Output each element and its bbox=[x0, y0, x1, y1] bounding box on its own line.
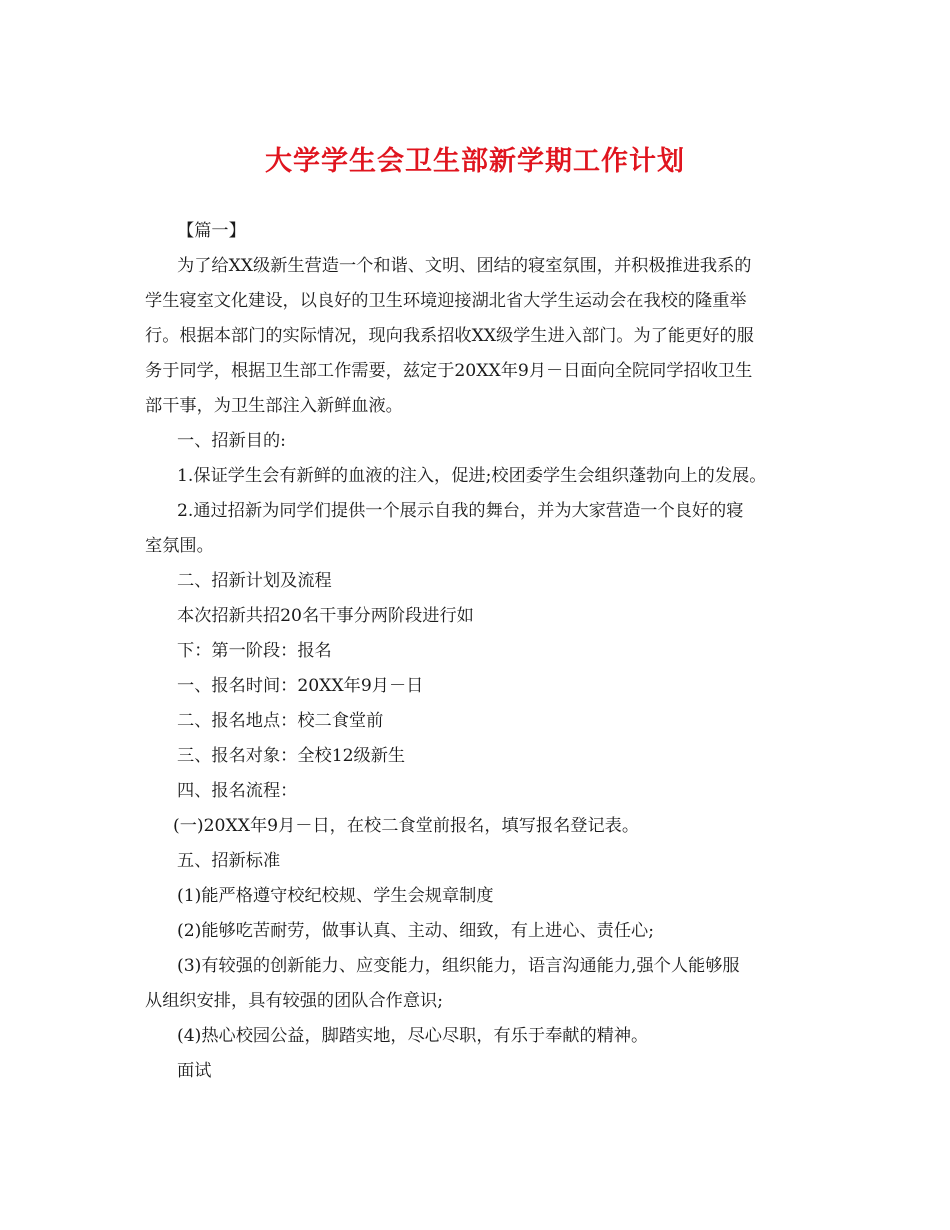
list-item: 四、报名流程： bbox=[177, 781, 298, 801]
section-heading: 面试 bbox=[177, 1061, 212, 1081]
paragraph-line: 务于同学，根据卫生部工作需要，兹定于20XX年9月－日面向全院同学招收卫生 bbox=[145, 361, 753, 381]
paragraph-line: 下：第一阶段：报名 bbox=[177, 641, 332, 661]
list-item: 2.通过招新为同学们提供一个展示自我的舞台，并为大家营造一个良好的寝 bbox=[177, 501, 744, 521]
list-item: 三、报名对象：全校12级新生 bbox=[177, 746, 406, 766]
list-item-continuation: 从组织安排，具有较强的团队合作意识; bbox=[145, 991, 443, 1011]
list-heading: 二、招新计划及流程 bbox=[177, 571, 332, 591]
paragraph-line: 学生寝室文化建设，以良好的卫生环境迎接湖北省大学生运动会在我校的隆重举 bbox=[145, 291, 747, 311]
paragraph-line: 部干事，为卫生部注入新鲜血液。 bbox=[145, 396, 403, 416]
list-heading: 五、招新标准 bbox=[177, 851, 281, 871]
list-item: 一、报名时间：20XX年9月－日 bbox=[177, 676, 424, 696]
list-item: 1.保证学生会有新鲜的血液的注入，促进;校团委学生会组织蓬勃向上的发展。 bbox=[177, 466, 767, 486]
paragraph-line: 行。根据本部门的实际情况，现向我系招收XX级学生进入部门。为了能更好的服 bbox=[145, 326, 754, 346]
paragraph-line: 本次招新共招20名干事分两阶段进行如 bbox=[177, 606, 474, 626]
list-item: (3)有较强的创新能力、应变能力，组织能力，语言沟通能力,强个人能够服 bbox=[177, 956, 740, 976]
list-item-continuation: 室氛围。 bbox=[145, 536, 214, 556]
section-heading: 【篇一】 bbox=[177, 221, 246, 241]
list-item: (4)热心校园公益，脚踏实地，尽心尽职，有乐于奉献的精神。 bbox=[177, 1026, 649, 1046]
list-item: 二、报名地点：校二食堂前 bbox=[177, 711, 384, 731]
list-item: (1)能严格遵守校纪校规、学生会规章制度 bbox=[177, 886, 494, 906]
list-item: (一)20XX年9月－日，在校二食堂前报名，填写报名登记表。 bbox=[173, 816, 640, 836]
document-title: 大学学生会卫生部新学期工作计划 bbox=[265, 146, 685, 177]
list-heading: 一、招新目的: bbox=[177, 431, 286, 451]
paragraph-line: 为了给XX级新生营造一个和谐、文明、团结的寝室氛围，并积极推进我系的 bbox=[177, 256, 752, 276]
document-body bbox=[145, 214, 815, 1089]
list-item: (2)能够吃苦耐劳，做事认真、主动、细致，有上进心、责任心; bbox=[177, 921, 655, 941]
